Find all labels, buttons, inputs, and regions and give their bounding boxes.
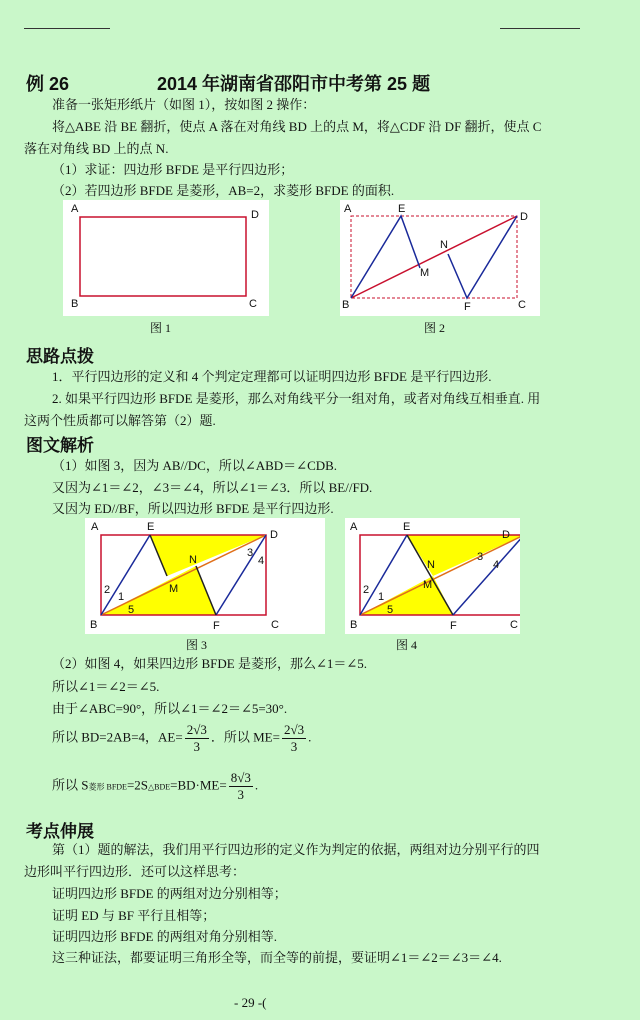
hint-heading: 思路点拨 [26, 347, 94, 367]
label-D: D [251, 209, 259, 221]
label-B: B [342, 299, 350, 311]
extension-line: 第（1）题的解法，我们用平行四边形的定义作为判定的依据，两组对边分别平行的四 [52, 842, 540, 857]
label-N: N [427, 559, 435, 571]
subscript: △BDE [148, 782, 171, 792]
denominator: 3 [290, 739, 298, 754]
analysis-line-area [52, 770, 258, 803]
angle-3: 3 [477, 551, 484, 563]
text: =BD·ME= [170, 777, 227, 793]
header-rule-left [24, 28, 110, 29]
angle-3: 3 [247, 547, 254, 559]
figure-3-caption: 图 3 [186, 638, 208, 652]
denominator: 3 [193, 739, 201, 754]
angle-1: 1 [118, 591, 125, 603]
problem-line: （2）若四边形 BFDE 是菱形，AB=2，求菱形 BFDE 的面积. [52, 183, 395, 198]
hint-line: 1．平行四边形的定义和 4 个判定定理都可以证明四边形 BFDE 是平行四边形. [52, 369, 492, 384]
label-D: D [502, 529, 510, 541]
figure-1 [63, 200, 269, 316]
label-E: E [398, 203, 406, 215]
extension-line: 边形叫平行四边形．还可以这样思考： [24, 864, 246, 879]
numerator: 2√3 [186, 722, 207, 737]
angle-1: 1 [378, 591, 385, 603]
angle-2: 2 [104, 584, 111, 596]
fraction [282, 722, 306, 755]
hint-line: 2. 如果平行四边形 BFDE 是菱形，那么对角线平分一组对角，或者对角线互相垂直. 用 [52, 391, 541, 406]
analysis-line: 所以∠1＝∠2＝∠5. [52, 679, 160, 694]
label-B: B [90, 619, 98, 631]
page-number: - 29 -( [234, 995, 267, 1010]
angle-5: 5 [128, 604, 135, 616]
text: ．所以 ME= [210, 729, 280, 745]
problem-line: 准备一张矩形纸片（如图 1），按如图 2 操作： [52, 97, 316, 112]
label-C: C [249, 298, 257, 310]
label-C: C [271, 619, 279, 631]
numerator: 2√3 [283, 722, 305, 737]
label-E: E [403, 521, 411, 533]
analysis-line: （1）如图 3，因为 AB//DC，所以∠ABD＝∠CDB. [52, 458, 338, 473]
angle-4: 4 [258, 555, 265, 567]
figure-2-caption: 图 2 [424, 321, 446, 335]
figure-2 [340, 200, 540, 316]
label-A: A [350, 521, 358, 533]
label-C: C [518, 299, 526, 311]
analysis-line: （2）如图 4，如果四边形 BFDE 是菱形，那么∠1＝∠5. [52, 656, 368, 671]
label-B: B [350, 619, 358, 631]
analysis-line: 又因为∠1＝∠2，∠3＝∠4，所以∠1＝∠3．所以 BE//FD. [52, 480, 373, 495]
label-F: F [464, 301, 471, 313]
label-E: E [147, 521, 155, 533]
analysis-line: 由于∠ABC=90°，所以∠1＝∠2＝∠5=30°. [52, 701, 288, 716]
text: . [254, 777, 259, 793]
analysis-line: 又因为 ED//BF，所以四边形 BFDE 是平行四边形. [52, 501, 334, 516]
problem-line: 落在对角线 BD 上的点 N. [24, 141, 169, 156]
label-D: D [270, 529, 278, 541]
label-A: A [344, 203, 352, 215]
header-rule-right [500, 28, 580, 29]
text: . [308, 729, 312, 745]
fraction [229, 770, 253, 803]
extension-line: 证明 ED 与 BF 平行且相等； [52, 908, 216, 923]
subscript: 菱形 BFDE [88, 782, 127, 792]
example-label: 例 26 [26, 74, 70, 94]
label-F: F [450, 620, 457, 632]
label-M: M [169, 583, 179, 595]
example-title: 2014 年湖南省邵阳市中考第 25 题 [157, 74, 431, 94]
label-C: C [510, 619, 518, 631]
text: =2S [126, 777, 148, 793]
label-D: D [520, 211, 528, 223]
extension-heading: 考点伸展 [26, 822, 94, 842]
extension-line: 证明四边形 BFDE 的两组对角分别相等. [52, 929, 277, 944]
analysis-line-fractions [52, 722, 311, 755]
figure-4 [345, 518, 520, 634]
angle-2: 2 [363, 584, 370, 596]
extension-line: 证明四边形 BFDE 的两组对边分别相等； [52, 886, 287, 901]
label-A: A [71, 203, 79, 215]
extension-line: 这三种证法，都要证明三角形全等，而全等的前提，要证明∠1＝∠2＝∠3＝∠4. [52, 950, 502, 965]
hint-line: 这两个性质都可以解答第（2）题. [24, 413, 216, 428]
label-N: N [440, 239, 448, 251]
denominator: 3 [237, 787, 245, 802]
label-N: N [189, 554, 197, 566]
label-M: M [420, 267, 430, 279]
figure-3 [85, 518, 325, 634]
text: 所以 BD=2AB=4，AE= [52, 729, 183, 745]
fraction [185, 722, 209, 755]
label-B: B [71, 298, 79, 310]
problem-line: （1）求证：四边形 BFDE 是平行四边形； [52, 162, 294, 177]
figure-1-caption: 图 1 [150, 321, 172, 335]
numerator: 8√3 [230, 770, 251, 785]
problem-line: 将△ABE 沿 BE 翻折，使点 A 落在对角线 BD 上的点 M，将△CDF 沿 DF 翻折，使点 C [52, 119, 542, 134]
analysis-heading: 图文解析 [26, 436, 94, 456]
angle-4: 4 [493, 559, 500, 571]
text: 所以 S [52, 777, 89, 793]
angle-5: 5 [387, 604, 394, 616]
figure-4-caption: 图 4 [396, 638, 418, 652]
label-F: F [213, 620, 220, 632]
label-A: A [91, 521, 99, 533]
label-M: M [423, 579, 433, 591]
